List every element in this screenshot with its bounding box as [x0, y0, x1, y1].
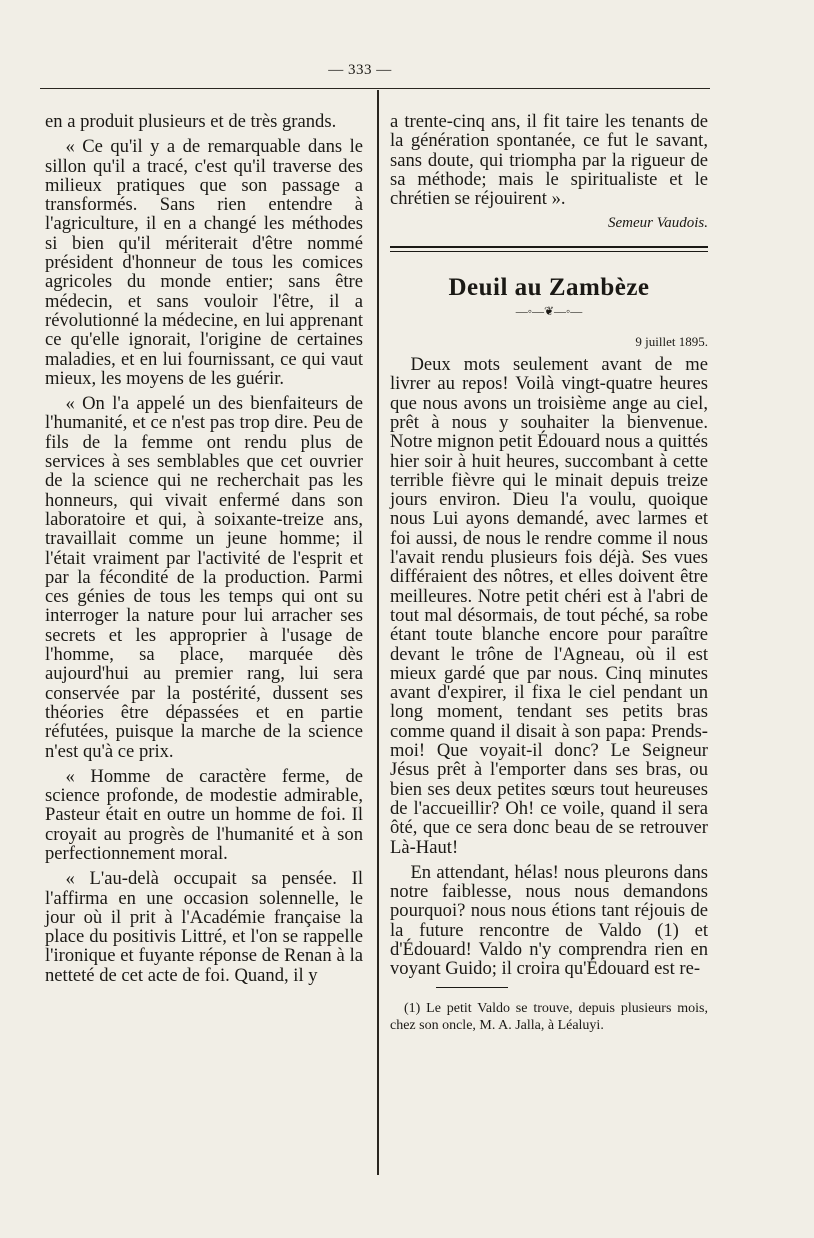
continuation-paragraph: a trente-cinq ans, il fit taire les tenants de la génération spontanée, ce fut le savant, sans doute, qui triompha par la rigueur de sa méthode; mais le spiritualiste et le chrétien se réjouirent ». — [390, 111, 708, 210]
footnote: (1) Le petit Valdo se trouve, depuis plusieurs mois, chez son oncle, M. A. Jalla, à Léaluyi. — [390, 1000, 708, 1033]
left-column — [45, 112, 363, 991]
paragraph: En attendant, hélas! nous pleurons dans notre faiblesse, nous nous demandons pourquoi? nous nous étions tant réjouis de la future rencontre de Valdo (1) et d'Édouard! Valdo n'y comprendra rien en voyant Guido; il croira qu'Édouard est re- — [390, 861, 708, 980]
section-title: Deuil au Zambèze — [448, 273, 650, 301]
right-column — [390, 112, 708, 1034]
paragraph: en a produit plusieurs et de très grands. — [45, 111, 337, 132]
header-rule — [40, 88, 710, 89]
page-number: — 333 — — [328, 62, 392, 78]
title-ornament: —◦—❦—◦— — [515, 303, 583, 318]
paragraph: Deux mots seulement avant de me livrer au repos! Voilà vingt-quatre heures que nous avons un troisième ange au ciel, prêt à nous y souhaiter la bienvenue. Notre mignon petit Édouard nous a quittés hier soir à huit heures, succombant à cette terrible fièvre qui le minait depuis treize jours environ. Dieu l'a voulu, quoique nous Lui ayons demandé, avec larmes et foi aussi, de nous le rendre comme il nous l'avait rendu plusieurs fois déjà. Ses vues différaient des nôtres, et elles doivent être meilleures. Notre petit chéri est à l'abri de tout mal désormais, de tout péché, sa robe étant toute blanche encore pour paraître devant le trône de l'Agneau, où il est mieux gardé que par nous. Cinq minutes avant d'expirer, il fixa le ciel pendant un long moment, tendant ses petits bras comme quand il disait à son papa: Prends-moi! Que voyait-il donc? Le Seigneur Jésus prêt à l'emporter dans ses bras, ou bien ses deux petites sœurs tout heureuses de l'accueillir? Oh! ce voile, quand il sera ôté, que ce sera donc beau de se retrouver Là-Haut! — [390, 354, 708, 858]
paragraph: « Homme de caractère ferme, de science profonde, de modestie admirable, Pasteur était en outre un homme de foi. Il croyait au progrès de l'humanité et à son perfectionnement moral. — [45, 765, 363, 864]
article-signature: Semeur Vaudois. — [608, 215, 708, 232]
paragraph: « Ce qu'il y a de remarquable dans le sillon qu'il a tracé, c'est qu'il traverse des milieux pratiques que son passage a transformés. Sans rien entendre à l'agriculture, il en a changé les méthodes si bien qu'il mériterait d'être nommé président d'honneur de tous les comices agricoles du monde entier; sans être médecin, et sans vouloir l'être, il a révolutionné la médecine, en lui apprenant ce qu'elle ignorait, l'origine de certaines maladies, et en lui fournissant, ce qui vaut mieux, les moyens de les guérir. — [45, 136, 363, 389]
column-divider — [377, 90, 379, 1175]
footnote-rule — [436, 987, 508, 988]
paragraph: « L'au-delà occupait sa pensée. Il l'affirma en une occasion solennelle, le jour où il prit à l'Académie française la place du positivis Littré, et l'on se rappelle l'ironique et fuyante réponse de Renan à la netteté de cet acte de foi. Quand, il y — [45, 868, 363, 986]
letter-date: 9 juillet 1895. — [635, 333, 708, 349]
paragraph: « On l'a appelé un des bienfaiteurs de l'humanité, et ce n'est pas trop dire. Peu de fils de la femme ont rendu plus de services à ses semblables que cet ouvrier de la science qui ne recherchait pas les honneurs, qui vivait enfermé dans son laboratoire et qui, à soixante-treize ans, travaillait comme un jeune homme; il l'était vraiment par l'activité de l'esprit et par la fécondité de la production. Parmi ces génies de tous les temps qui ont su interroger la nature pour lui arracher ses secrets et les approprier à l'usage de l'homme, sa place, marquée dès aujourd'hui au premier rang, lui sera conservée par la postérité, dussent ses théories être dépassées et en partie réfutées, puisque la marche de la science n'est qu'à ce prix. — [45, 393, 363, 762]
section-separator — [390, 246, 708, 252]
